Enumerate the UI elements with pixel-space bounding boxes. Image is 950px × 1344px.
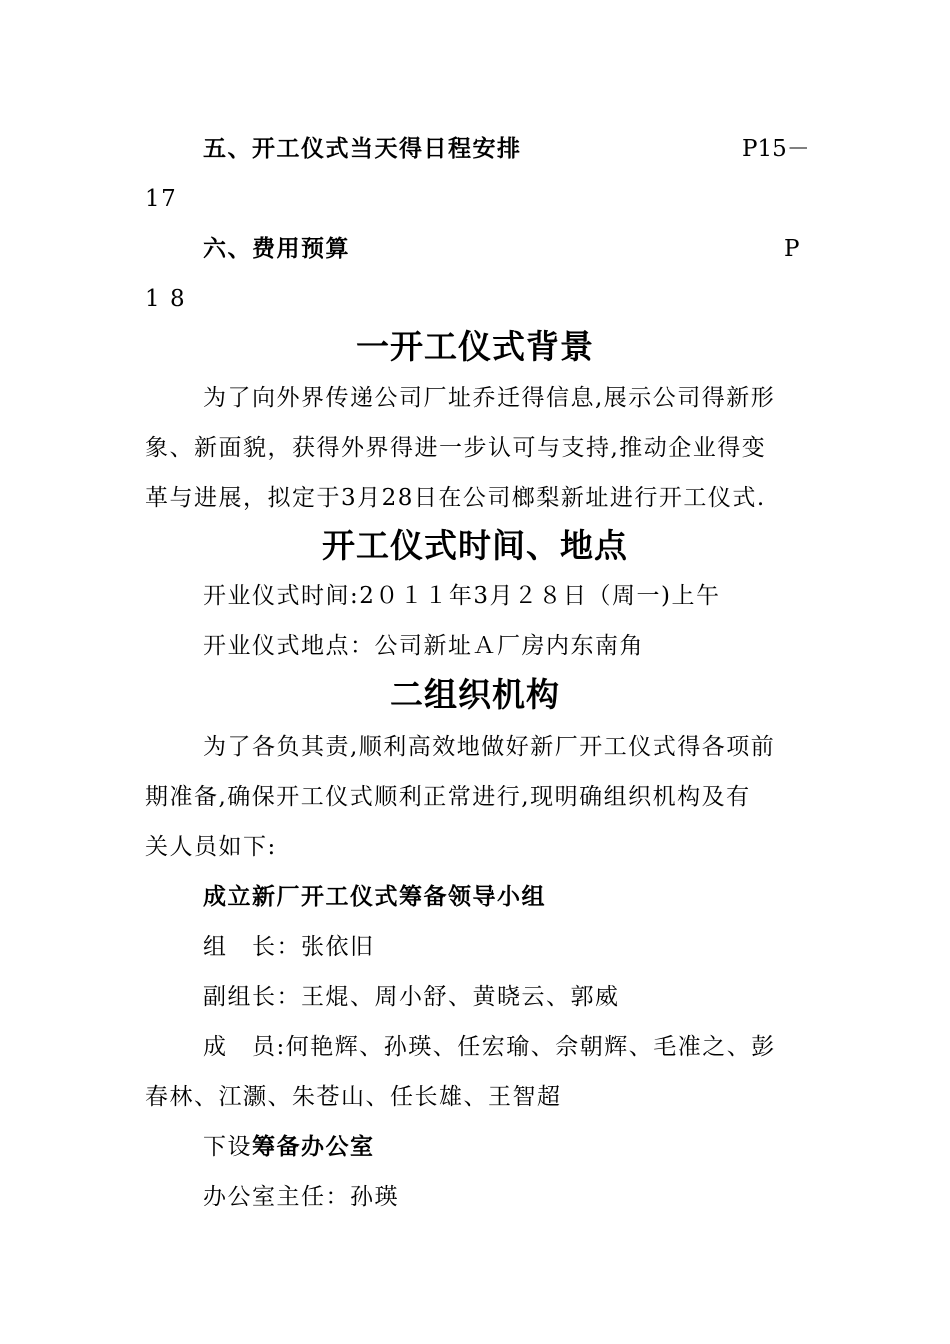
paragraph-line: 为了各负其责,顺利高效地做好新厂开工仪式得各项前 — [203, 734, 776, 760]
section-heading-time-place: 开工仪式时间、地点 — [322, 526, 628, 565]
toc-item-6-label: 六、费用预算 — [203, 235, 350, 262]
group-title: 成立新厂开工仪式筹备领导小组 — [203, 883, 546, 910]
office-prefix: 下设 — [203, 1134, 252, 1160]
paragraph-line: 为了向外界传递公司厂址乔迁得信息,展示公司得新形 — [203, 385, 776, 411]
section-heading-organization: 二组织机构 — [390, 675, 560, 714]
ceremony-time: 开业仪式时间:2０１１年3月２８日（周一)上午 — [203, 583, 721, 609]
office-name: 筹备办公室 — [252, 1133, 375, 1160]
section-heading-background: 一开工仪式背景 — [356, 327, 594, 366]
toc-item-5-page-cont: 17 — [145, 186, 178, 212]
paragraph-line: 关人员如下: — [145, 834, 277, 860]
group-members: 成 员:何艳辉、孙瑛、任宏瑜、佘朝辉、毛准之、彭 — [203, 1034, 776, 1060]
group-deputy: 副组长：王焜、周小舒、黄晓云、郭威 — [203, 984, 620, 1010]
group-leader: 组 长：张依旧 — [203, 934, 375, 960]
paragraph-line: 革与进展，拟定于3月28日在公司榔梨新址进行开工仪式. — [145, 485, 766, 511]
toc-item-6-page-cont: 1 8 — [145, 286, 187, 312]
toc-item-5-label: 五、开工仪式当天得日程安排 — [203, 135, 522, 162]
toc-item-6-page: P — [784, 236, 800, 262]
office-director: 办公室主任：孙瑛 — [203, 1184, 399, 1210]
toc-item-5-page: P15－ — [742, 136, 810, 162]
group-members-cont: 春林、江灏、朱苍山、任长雄、王智超 — [145, 1084, 562, 1110]
ceremony-place: 开业仪式地点：公司新址Ａ厂房内东南角 — [203, 633, 644, 659]
paragraph-line: 期准备,确保开工仪式顺利正常进行,现明确组织机构及有 — [145, 784, 751, 810]
paragraph-line: 象、新面貌，获得外界得进一步认可与支持,推动企业得变 — [145, 435, 767, 461]
office-line — [203, 1132, 375, 1162]
